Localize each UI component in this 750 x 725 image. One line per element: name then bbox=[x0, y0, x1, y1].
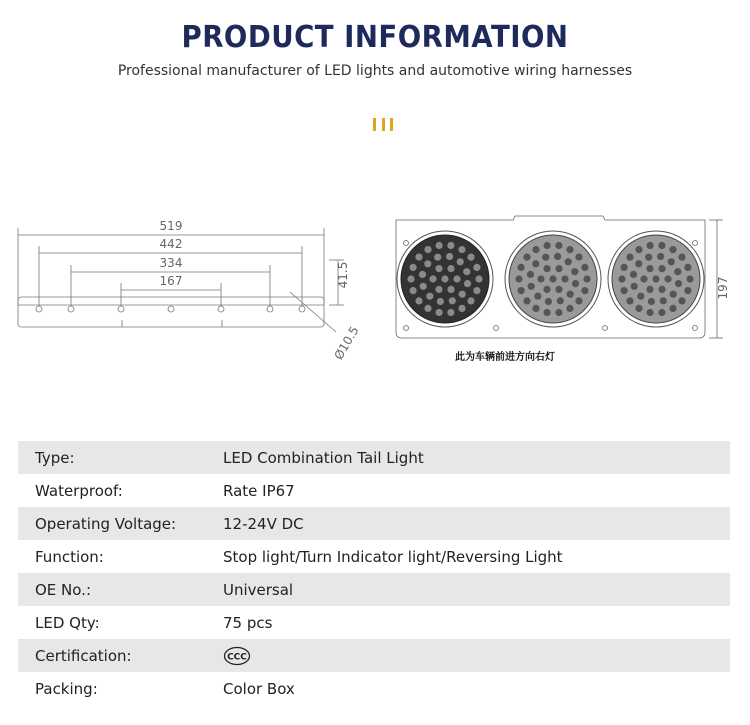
led-dot bbox=[652, 275, 659, 282]
spec-value: Universal bbox=[223, 580, 294, 599]
lamp-center bbox=[505, 231, 601, 327]
led-dot bbox=[532, 305, 539, 312]
led-dot bbox=[534, 293, 541, 300]
led-dot bbox=[543, 286, 550, 293]
led-dot bbox=[621, 287, 628, 294]
led-dot bbox=[565, 258, 572, 265]
spec-label: OE No.: bbox=[35, 580, 92, 599]
led-dot bbox=[532, 260, 539, 267]
led-dot bbox=[647, 242, 654, 249]
led-dot bbox=[437, 298, 444, 305]
led-dot bbox=[419, 271, 426, 278]
led-dot bbox=[475, 275, 482, 282]
led-dot bbox=[458, 246, 465, 253]
led-dot bbox=[429, 275, 436, 282]
page-title: PRODUCT INFORMATION bbox=[181, 20, 569, 55]
led-dot bbox=[647, 309, 654, 316]
spec-value: Rate IP67 bbox=[223, 481, 295, 500]
spec-label: Certification: bbox=[35, 646, 132, 665]
led-dot bbox=[549, 275, 556, 282]
led-dot bbox=[424, 305, 431, 312]
spec-label: Operating Voltage: bbox=[35, 514, 177, 533]
spec-value: 75 pcs bbox=[223, 613, 273, 632]
led-dot bbox=[630, 271, 637, 278]
led-dot bbox=[544, 309, 551, 316]
led-dot bbox=[645, 254, 652, 261]
spec-row-voltage bbox=[18, 507, 730, 540]
led-dot bbox=[657, 253, 664, 260]
led-dot bbox=[635, 260, 642, 267]
led-dot bbox=[420, 283, 427, 290]
led-dot bbox=[436, 242, 443, 249]
led-dot bbox=[583, 275, 590, 282]
led-dot bbox=[463, 268, 470, 275]
led-dot bbox=[464, 280, 471, 287]
led-dot bbox=[555, 265, 562, 272]
spec-value: LED Combination Tail Light bbox=[223, 448, 424, 467]
led-dot bbox=[518, 287, 525, 294]
led-dot bbox=[626, 254, 633, 261]
ccc-certification-icon bbox=[223, 646, 251, 666]
dim-hole-span-167: 167 bbox=[159, 274, 183, 288]
led-dot bbox=[637, 293, 644, 300]
led-dot bbox=[434, 254, 441, 261]
accent-divider-icon bbox=[373, 118, 397, 132]
led-dot bbox=[684, 287, 691, 294]
bracket-dimension-drawing bbox=[14, 210, 364, 370]
lamp-left bbox=[397, 231, 493, 327]
led-dot bbox=[648, 298, 655, 305]
led-dot bbox=[674, 268, 681, 275]
led-dot bbox=[572, 280, 579, 287]
led-dot bbox=[473, 287, 480, 294]
led-dot bbox=[545, 298, 552, 305]
led-dot bbox=[407, 275, 414, 282]
led-dot bbox=[575, 297, 582, 304]
led-dot bbox=[660, 297, 667, 304]
led-dot bbox=[646, 265, 653, 272]
spec-label: Function: bbox=[35, 547, 104, 566]
dim-hole-span-442: 442 bbox=[159, 237, 183, 251]
led-dot bbox=[532, 246, 539, 253]
led-dot bbox=[453, 275, 460, 282]
led-dot bbox=[447, 242, 454, 249]
led-dot bbox=[426, 293, 433, 300]
led-dot bbox=[658, 309, 665, 316]
led-dot bbox=[424, 246, 431, 253]
led-dot bbox=[631, 283, 638, 290]
led-dot bbox=[555, 286, 562, 293]
led-dot bbox=[678, 297, 685, 304]
led-dot bbox=[621, 264, 628, 271]
spec-row-led-qty bbox=[18, 606, 730, 639]
led-dot bbox=[567, 291, 574, 298]
led-dot bbox=[646, 286, 653, 293]
spec-row-waterproof bbox=[18, 474, 730, 507]
led-dot bbox=[555, 242, 562, 249]
led-dot bbox=[410, 287, 417, 294]
led-dot bbox=[436, 309, 443, 316]
led-dot bbox=[566, 305, 573, 312]
dim-overall-length: 519 bbox=[159, 219, 183, 233]
spec-value: Stop light/Turn Indicator light/Reversing Light bbox=[223, 547, 563, 566]
led-dot bbox=[415, 254, 422, 261]
led-dot bbox=[435, 265, 442, 272]
led-dot bbox=[658, 265, 665, 272]
led-dot bbox=[581, 287, 588, 294]
led-dot bbox=[458, 305, 465, 312]
led-dot bbox=[537, 275, 544, 282]
spec-row-packing bbox=[18, 672, 730, 705]
led-dot bbox=[447, 309, 454, 316]
dim-bracket-height: 41.5 bbox=[336, 261, 350, 289]
spec-label: Packing: bbox=[35, 679, 98, 698]
led-dot bbox=[554, 253, 561, 260]
led-dot bbox=[678, 254, 685, 261]
led-dot bbox=[446, 253, 453, 260]
spec-row-oe-no bbox=[18, 573, 730, 606]
page-subtitle: Professional manufacturer of LED lights and automotive wiring harnesses bbox=[117, 63, 633, 79]
led-dot bbox=[635, 246, 642, 253]
led-dot bbox=[527, 271, 534, 278]
led-dot bbox=[424, 260, 431, 267]
led-dot bbox=[669, 305, 676, 312]
led-dot bbox=[467, 254, 474, 261]
dim-hole-span-334: 334 bbox=[159, 256, 183, 270]
lamp-group bbox=[397, 231, 704, 327]
mounting-holes bbox=[36, 306, 305, 312]
led-dot bbox=[669, 246, 676, 253]
led-dot bbox=[542, 254, 549, 261]
lamp-right bbox=[608, 231, 704, 327]
led-dot bbox=[459, 291, 466, 298]
led-dot bbox=[664, 275, 671, 282]
led-dot bbox=[581, 264, 588, 271]
led-dot bbox=[441, 275, 448, 282]
dim-lamp-height: 197 bbox=[716, 276, 730, 300]
led-dot bbox=[658, 242, 665, 249]
led-dot bbox=[543, 265, 550, 272]
led-dot bbox=[668, 258, 675, 265]
spec-label: Type: bbox=[35, 448, 75, 467]
spec-table bbox=[18, 441, 730, 705]
led-dot bbox=[626, 297, 633, 304]
dim-hole-diameter: Ø10.5 bbox=[331, 323, 362, 363]
svg-text:CCC: CCC bbox=[227, 652, 247, 663]
led-dot bbox=[410, 264, 417, 271]
spec-value: 12-24V DC bbox=[223, 514, 304, 533]
led-dot bbox=[523, 254, 530, 261]
led-dot bbox=[561, 275, 568, 282]
led-dot bbox=[658, 286, 665, 293]
led-dot bbox=[557, 297, 564, 304]
led-dot bbox=[640, 275, 647, 282]
spec-row-certification bbox=[18, 639, 730, 672]
led-dot bbox=[575, 254, 582, 261]
drawing-caption: 此为车辆前进方向右灯 bbox=[455, 352, 555, 363]
led-dot bbox=[670, 291, 677, 298]
led-dot bbox=[686, 275, 693, 282]
led-dot bbox=[566, 246, 573, 253]
led-dot bbox=[635, 305, 642, 312]
led-dot bbox=[473, 264, 480, 271]
led-dot bbox=[618, 275, 625, 282]
led-dot bbox=[515, 275, 522, 282]
led-dot bbox=[415, 297, 422, 304]
spec-label: LED Qty: bbox=[35, 613, 100, 632]
led-dot bbox=[435, 286, 442, 293]
led-dot bbox=[447, 286, 454, 293]
led-dot bbox=[523, 297, 530, 304]
led-dot bbox=[555, 309, 562, 316]
led-dot bbox=[449, 297, 456, 304]
led-dot bbox=[528, 283, 535, 290]
led-dot bbox=[684, 264, 691, 271]
led-dot bbox=[544, 242, 551, 249]
led-dot bbox=[457, 258, 464, 265]
led-dot bbox=[467, 297, 474, 304]
led-dot bbox=[675, 280, 682, 287]
led-dot bbox=[518, 264, 525, 271]
led-dot bbox=[447, 265, 454, 272]
spec-row-function bbox=[18, 540, 730, 573]
spec-row-type bbox=[18, 441, 730, 474]
led-dot bbox=[571, 268, 578, 275]
spec-label: Waterproof: bbox=[35, 481, 123, 500]
spec-value: Color Box bbox=[223, 679, 295, 698]
